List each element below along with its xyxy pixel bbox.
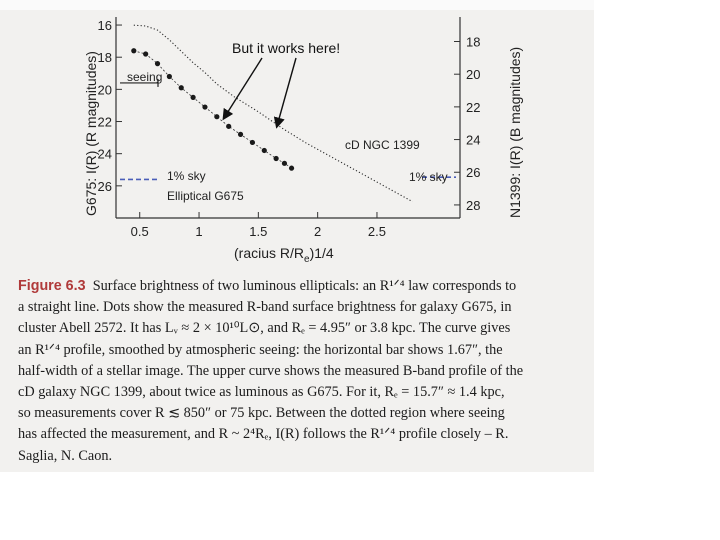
y-right-axis-label: N1399: I(R) (B magnitudes) [507,46,523,218]
sky-left-label: 1% sky [167,169,206,183]
y-left-tick-label: 24 [97,146,112,162]
arrow-to-g675 [224,58,262,118]
g675-data-point [289,166,294,171]
y-right-tick-label: 24 [466,132,481,148]
y-right-tick-label: 28 [466,197,481,213]
g675-data-point [155,61,160,66]
series-label-ngc1399: cD NGC 1399 [345,138,420,152]
g675-data-point [282,161,287,166]
x-tick-label: 0.5 [130,224,149,239]
y-left-tick-label: 22 [97,114,112,130]
sky-right-label: 1% sky [409,170,448,184]
y-right-tick-label: 18 [466,34,481,50]
caption-line [18,276,566,297]
y-left-tick-label: 20 [97,82,112,98]
annotation-text: But it works here! [232,40,341,56]
g675-data-point [250,140,255,145]
g675-data-point [191,95,196,100]
caption-line: Saglia, N. Caon. [18,447,113,464]
x-tick-label: 1.5 [249,224,268,239]
arrow-to-ngc1399 [277,58,296,126]
g675-data-point [214,114,219,119]
g675-data-point [262,148,267,153]
caption-line: cluster Abell 2572. It has Lᵥ ≈ 2 × 10¹⁰L⊙, and Rₑ = 4.95″ or 3.8 kpc. The curve gives [18,320,511,337]
g675-data-point [167,74,172,79]
y-right-tick-label: 22 [466,99,481,115]
g675-data-point [202,104,207,109]
caption-line: has affected the measurement, and R ~ 2⁴Rₑ, I(R) follows the R¹ᐟ⁴ profile closely – R. [18,426,509,443]
y-right-tick-label: 20 [466,67,481,83]
y-left-tick-label: 26 [97,178,112,194]
x-axis-label-main: (racius R/R [234,245,305,261]
seeing-label: seeing [127,70,163,84]
y-right-tick-label: 26 [466,165,481,181]
g675-data-point [143,51,148,56]
g675-model-curve [134,51,292,168]
g675-data-point [131,48,136,53]
x-axis-label-superscript: )1/4 [309,245,334,261]
figure-caption [18,276,566,467]
caption-line-text: Surface brightness of two luminous ellipticals: an R¹ᐟ⁴ law corresponds to [92,278,517,294]
caption-line: a straight line. Dots show the measured R-band surface brightness for galaxy G675, in [18,299,512,316]
caption-line: an R¹ᐟ⁴ profile, smoothed by atmospheric seeing: the horizontal bar shows 1.67″, the [18,341,503,358]
series-label-g675: Elliptical G675 [167,189,244,203]
x-axis-label [234,245,334,265]
x-tick-label: 2.5 [367,224,387,239]
y-left-axis-label: G675: I(R) (R magnitudes) [83,51,99,216]
y-left-tick-label: 18 [97,50,112,66]
figure-label: Figure 6.3 [18,278,86,294]
x-tick-label: 1 [195,224,203,239]
g675-data-point [274,156,279,161]
x-axis-label-subscript: e [304,254,310,265]
x-tick-label: 2 [314,224,322,239]
caption-line: half-width of a stellar image. The upper curve shows the measured B-band profile of the [18,362,524,379]
caption-line: cD galaxy NGC 1399, about twice as luminous as G675. For it, Rₑ = 15.7″ ≈ 1.4 kpc, [18,384,505,401]
g675-data-point [238,132,243,137]
g675-data-point [179,85,184,90]
caption-line: so measurements cover R ≲ 850″ or 75 kpc. Between the dotted region where seeing [18,405,505,422]
chart-text [83,47,523,265]
g675-data-point [226,124,231,129]
y-left-tick-label: 16 [97,18,112,34]
